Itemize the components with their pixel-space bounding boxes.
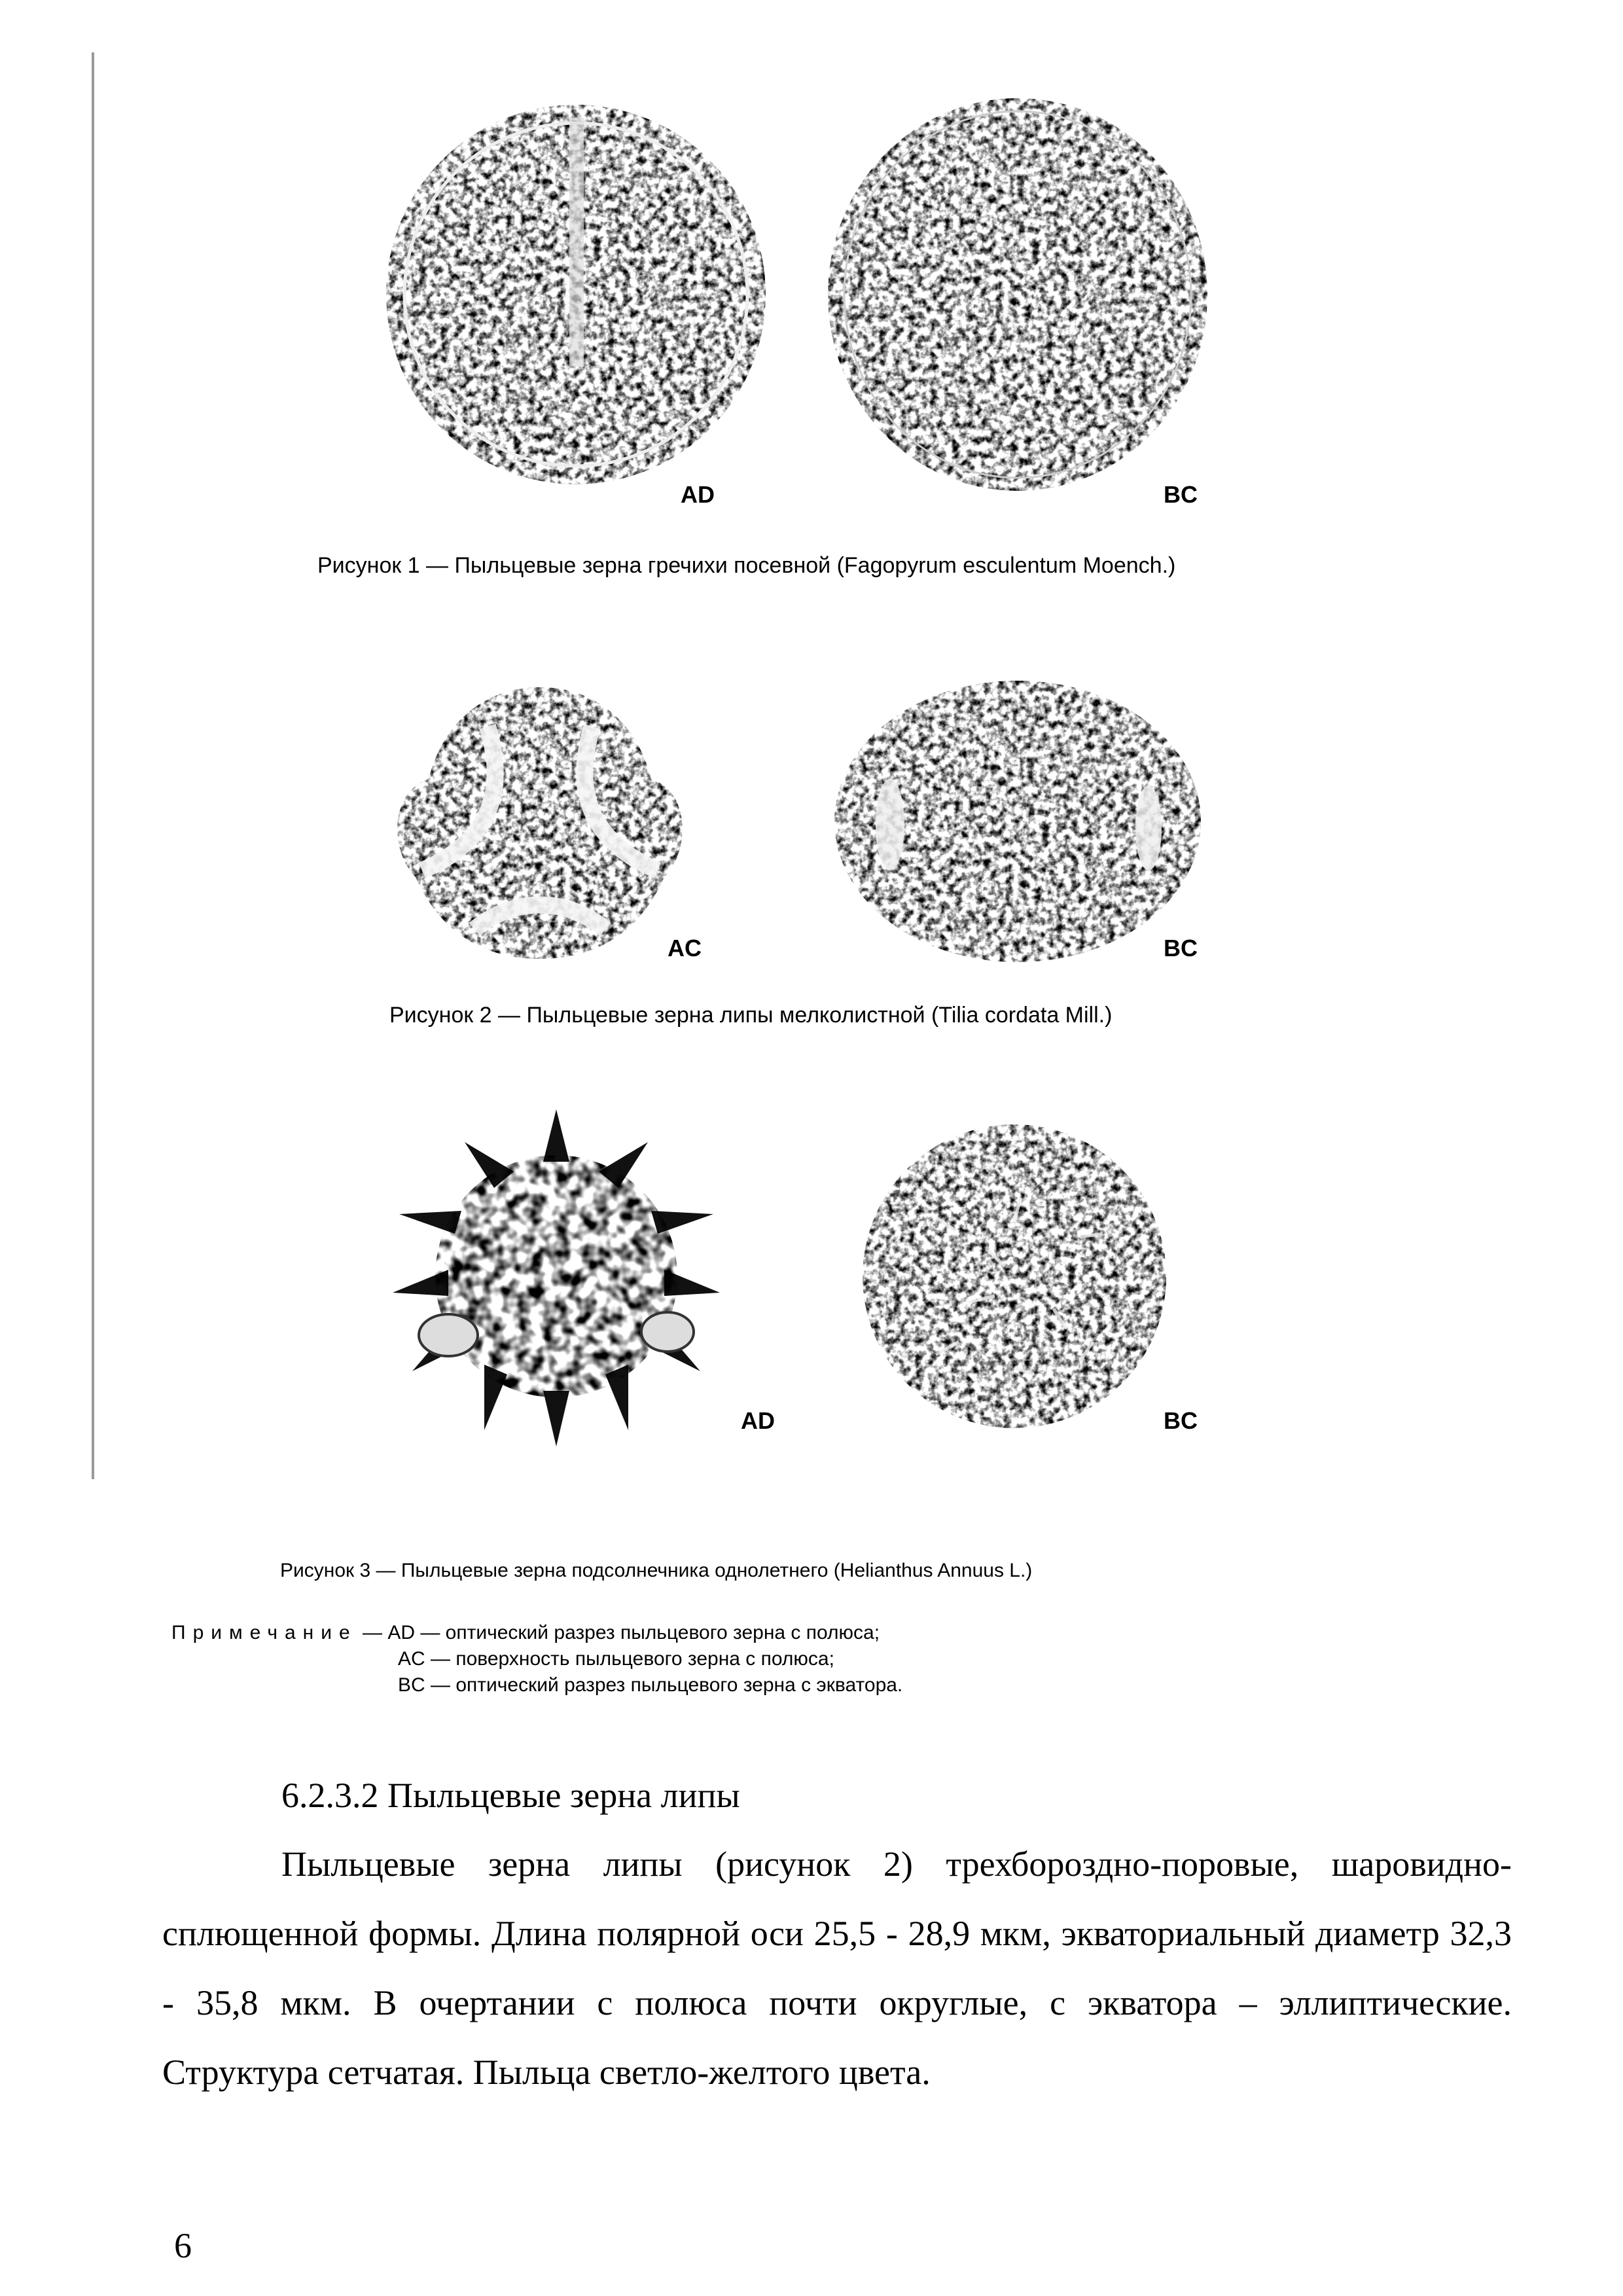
section-paragraph: Пыльцевые зерна липы (рисунок 2) трехбороздно-поровые, шаровидно-сплющенной формы. Длина полярной оси 25,5 - 28,9 мкм, экваториальный диаметр 32,3 - 35,8 мкм. В очертании с полюса почти округлые, с экватора – эллиптические. Структура сетчатая. Пыльца светло-желтого цвета. (162, 1844, 1512, 2092)
page-number: 6 (174, 2226, 192, 2265)
note-line-3: BC — оптический разрез пыльцевого зерна с экватора. (398, 1674, 903, 1696)
note-line-1: — AD — оптический разрез пыльцевого зерна с полюса; (363, 1622, 880, 1643)
figure-2-image-ac (383, 681, 697, 962)
figure-3-label-bc: BC (1164, 1407, 1198, 1434)
figure-3-image-ad (386, 1103, 726, 1450)
note-line-2: AC — поверхность пыльцевого зерна с полюса; (398, 1648, 834, 1670)
figure-2-caption: Рисунок 2 — Пыльцевые зерна липы мелколистной (Tilia cordata Mill.) (389, 1003, 1113, 1028)
figure-3-image-bc (857, 1119, 1171, 1433)
figure-2-image-bc (831, 677, 1204, 965)
figure-3-caption: Рисунок 3 — Пыльцевые зерна подсолнечника однолетнего (Helianthus Annuus L.) (280, 1560, 1033, 1581)
figure-3-label-ad: AD (741, 1407, 775, 1434)
figure-1-label-ad: AD (681, 481, 715, 508)
note-first-line (171, 1622, 880, 1644)
note-word: Примечание (171, 1622, 357, 1643)
margin-rule (92, 52, 94, 1479)
figure-2-label-bc: BC (1164, 935, 1198, 961)
figure-1-caption: Рисунок 1 — Пыльцевые зерна гречихи посевной (Fagopyrum esculentum Moench.) (317, 553, 1176, 578)
figure-1-image-ad (383, 92, 769, 497)
figure-1-image-bc (821, 95, 1214, 494)
figure-1-label-bc: BC (1164, 481, 1198, 508)
figure-2-label-ac: AC (668, 935, 702, 961)
section-heading: 6.2.3.2 Пыльцевые зерна липы (281, 1776, 740, 1815)
